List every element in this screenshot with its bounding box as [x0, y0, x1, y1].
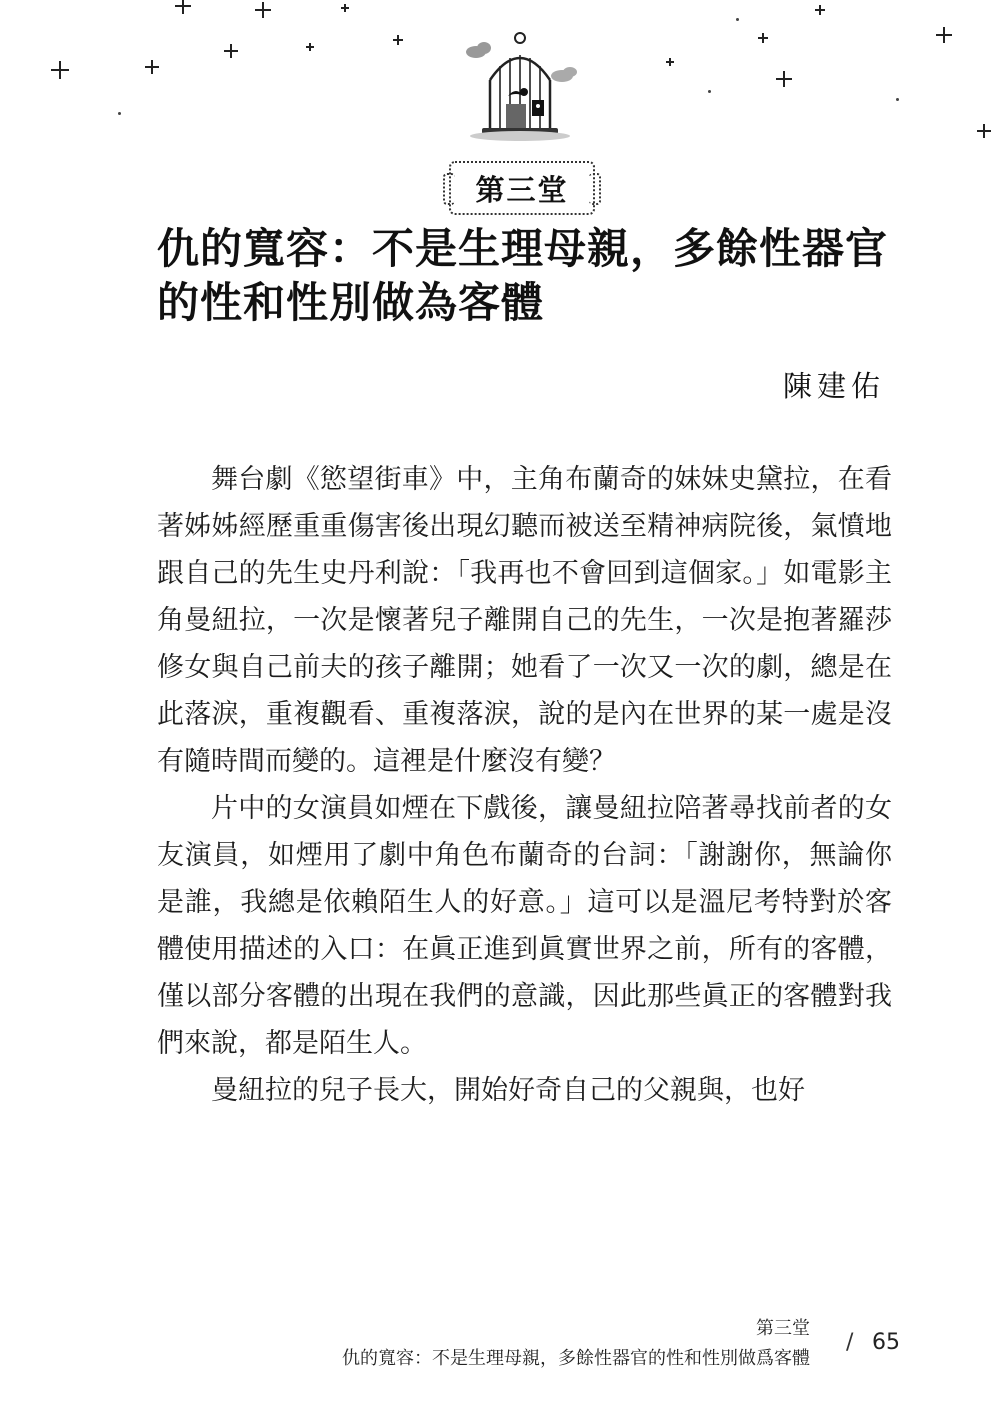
chapter-badge-label: 第三堂: [475, 172, 569, 207]
birdcage-illustration: [462, 30, 582, 150]
footer-title: 仇的寬容：不是生理母親，多餘性器官的性和性別做爲客體: [342, 1348, 810, 1369]
footer-separator: /: [846, 1330, 854, 1355]
paragraph: 曼紐拉的兒子長大，開始好奇自己的父親與，也好: [211, 1075, 805, 1106]
paragraph: 片中的女演員如煙在下戲後，讓曼紐拉陪著尋找前者的女友演員，如煙用了劇中角色布蘭奇的台詞：「謝謝你，無論你是誰，我總是依賴陌生人的好意。」這可以是溫尼考特對於客體使用描述的入口：在眞正進到眞實世界之前，所有的客體，僅以部分客體的出現在我們的意識，因此那些眞正的客體對我們來說，都是陌生人。: [157, 793, 892, 1059]
star-dot: [708, 90, 711, 93]
footer-chapter: 第三堂: [756, 1318, 810, 1339]
star-dot: [896, 98, 899, 101]
paragraph: 舞台劇《慾望街車》中，主角布蘭奇的妹妹史黛拉，在看著姊姊經歷重重傷害後出現幻聽而被送至精神病院後，氣憤地跟自己的先生史丹利說：「我再也不會回到這個家。」如電影主角曼紐拉，一次是懷著兒子離開自己的先生，一次是抱著羅莎修女與自己前夫的孩子離開；她看了一次又一次的劇，總是在此落淚，重複觀看、重複落淚，說的是內在世界的某一處是沒有隨時間而變的。這裡是什麼沒有變？: [157, 464, 892, 777]
cloud-icon: [466, 42, 577, 82]
star-dot: [736, 18, 739, 21]
author-name: 陳建佑: [782, 369, 885, 403]
page-number: 65: [872, 1330, 900, 1355]
bird-icon: [508, 88, 528, 96]
chapter-badge: [449, 161, 595, 215]
chapter-title: 仇的寬容：不是生理母親，多餘性器官的性和性別做為客體: [157, 224, 889, 327]
star-dot: [118, 112, 121, 115]
article-body: [157, 456, 892, 1114]
running-footer: [260, 1314, 810, 1374]
